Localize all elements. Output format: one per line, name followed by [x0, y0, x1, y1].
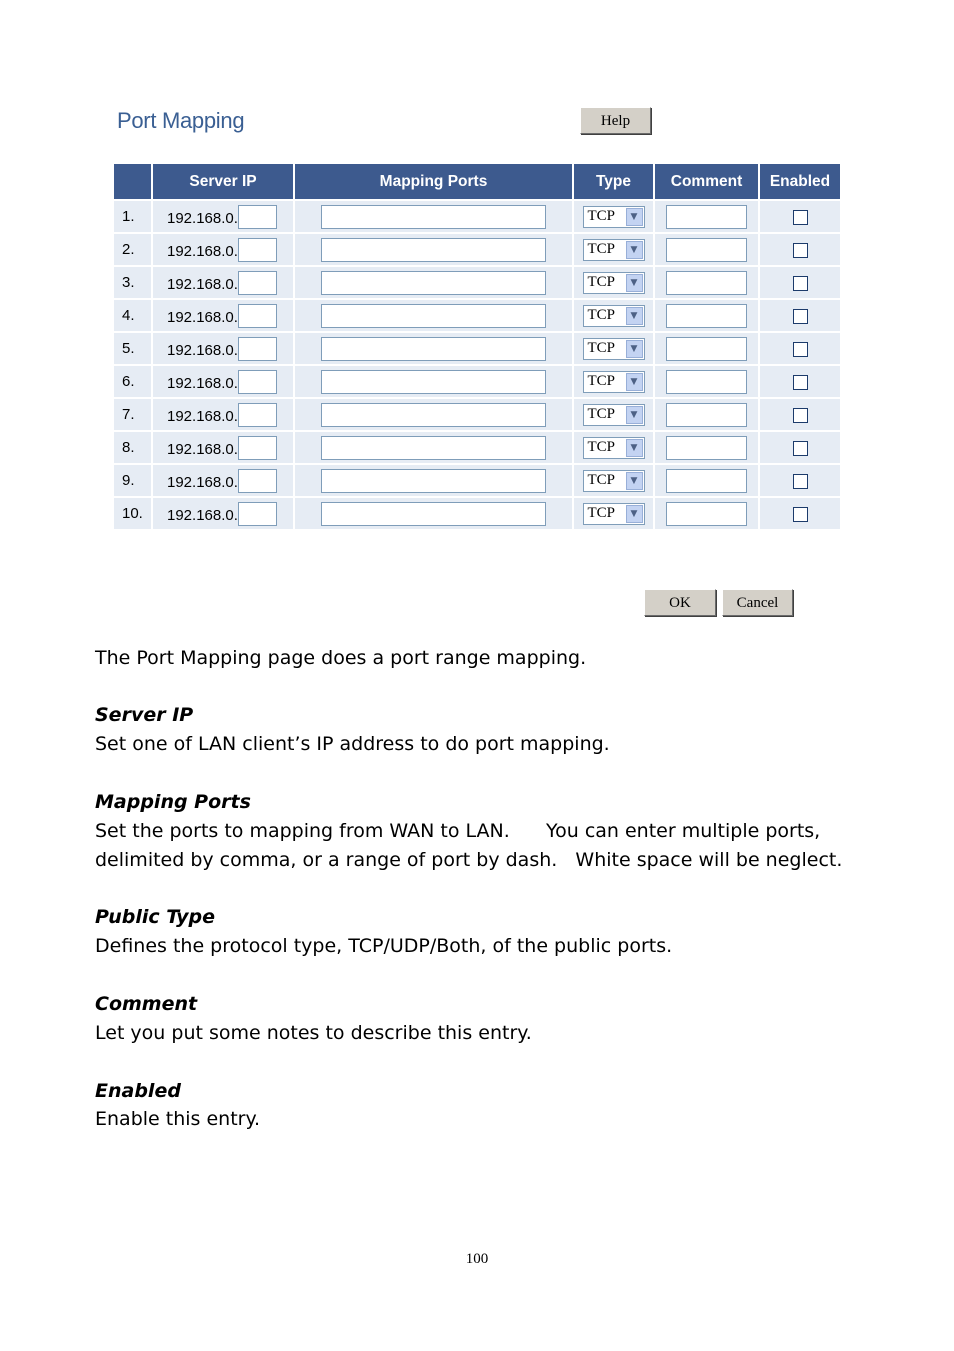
mapping-ports-input[interactable]: [321, 436, 546, 460]
row-number: 4.: [114, 298, 153, 331]
type-select-value: TCP: [587, 274, 616, 290]
ok-button[interactable]: OK: [644, 589, 716, 616]
mapping-ports-input[interactable]: [321, 403, 546, 427]
type-select-value: TCP: [587, 439, 616, 455]
comment-input[interactable]: [666, 502, 747, 526]
table-row: [114, 265, 840, 298]
mapping-ports-cell: [295, 463, 574, 496]
column-header-server-ip: Server IP: [153, 164, 295, 199]
column-header-mapping-ports: Mapping Ports: [295, 164, 574, 199]
ip-prefix: 192.168.0.: [167, 374, 238, 392]
comment-input[interactable]: [666, 436, 747, 460]
comment-input[interactable]: [666, 304, 747, 328]
row-number: 2.: [114, 232, 153, 265]
type-cell: [574, 364, 655, 397]
server-ip-input[interactable]: [238, 403, 277, 427]
row-number: 7.: [114, 397, 153, 430]
mapping-ports-cell: [295, 199, 574, 232]
type-select-value: TCP: [587, 307, 616, 323]
enabled-checkbox[interactable]: [793, 375, 808, 390]
comment-cell: [655, 298, 760, 331]
type-select[interactable]: [583, 239, 645, 261]
server-ip-cell: [153, 199, 295, 232]
enabled-checkbox[interactable]: [793, 474, 808, 489]
type-select[interactable]: [583, 470, 645, 492]
type-select[interactable]: [583, 206, 645, 228]
type-select[interactable]: [583, 371, 645, 393]
port-mapping-table: [114, 164, 840, 529]
server-ip-cell: [153, 232, 295, 265]
column-header-number: [114, 164, 153, 199]
comment-input[interactable]: [666, 205, 747, 229]
column-header-comment: Comment: [655, 164, 760, 199]
table-row: [114, 298, 840, 331]
mapping-ports-cell: [295, 496, 574, 529]
comment-cell: [655, 199, 760, 232]
mapping-ports-input[interactable]: [321, 502, 546, 526]
table-header: [114, 164, 840, 199]
table-row: [114, 430, 840, 463]
ip-prefix: 192.168.0.: [167, 209, 238, 227]
server-ip-cell: [153, 298, 295, 331]
enabled-cell: [760, 265, 840, 298]
enabled-cell: [760, 199, 840, 232]
enabled-checkbox[interactable]: [793, 276, 808, 291]
comment-input[interactable]: [666, 238, 747, 262]
ip-prefix: 192.168.0.: [167, 440, 238, 458]
mapping-ports-input[interactable]: [321, 469, 546, 493]
enabled-cell: [760, 397, 840, 430]
server-ip-input[interactable]: [238, 337, 277, 361]
ip-prefix: 192.168.0.: [167, 242, 238, 260]
ip-prefix: 192.168.0.: [167, 308, 238, 326]
enabled-cell: [760, 232, 840, 265]
type-select[interactable]: [583, 404, 645, 426]
type-select-value: TCP: [587, 505, 616, 521]
row-number: 9.: [114, 463, 153, 496]
table-row: [114, 397, 840, 430]
chevron-down-icon[interactable]: ▼: [626, 439, 643, 457]
type-cell: [574, 298, 655, 331]
chevron-down-icon[interactable]: ▼: [626, 340, 643, 358]
comment-input[interactable]: [666, 469, 747, 493]
table-row: [114, 232, 840, 265]
ip-prefix: 192.168.0.: [167, 473, 238, 491]
server-ip-input[interactable]: [238, 502, 277, 526]
enabled-checkbox[interactable]: [793, 441, 808, 456]
column-header-enabled: Enabled: [760, 164, 840, 199]
type-cell: [574, 397, 655, 430]
type-cell: [574, 463, 655, 496]
ip-prefix: 192.168.0.: [167, 341, 238, 359]
server-ip-cell: [153, 364, 295, 397]
server-ip-input[interactable]: [238, 304, 277, 328]
chevron-down-icon[interactable]: ▼: [626, 373, 643, 391]
table-row: [114, 331, 840, 364]
server-ip-input[interactable]: [238, 469, 277, 493]
heading-mapping-ports: Mapping Ports: [95, 791, 251, 813]
server-ip-input[interactable]: [238, 205, 277, 229]
type-select[interactable]: [583, 437, 645, 459]
comment-cell: [655, 331, 760, 364]
row-number: 6.: [114, 364, 153, 397]
comment-cell: [655, 430, 760, 463]
ip-prefix: 192.168.0.: [167, 506, 238, 524]
server-ip-cell: [153, 463, 295, 496]
type-cell: [574, 496, 655, 529]
type-cell: [574, 232, 655, 265]
server-ip-cell: [153, 397, 295, 430]
enabled-cell: [760, 298, 840, 331]
ip-prefix: 192.168.0.: [167, 407, 238, 425]
comment-input[interactable]: [666, 337, 747, 361]
row-number: 8.: [114, 430, 153, 463]
heading-comment: Comment: [95, 993, 198, 1015]
comment-input[interactable]: [666, 271, 747, 295]
type-select[interactable]: [583, 338, 645, 360]
type-select-value: TCP: [587, 406, 616, 422]
table-row: [114, 364, 840, 397]
body-comment: Let you put some notes to describe this entry.: [95, 1022, 532, 1044]
type-cell: [574, 430, 655, 463]
heading-enabled: Enabled: [95, 1080, 181, 1102]
server-ip-cell: [153, 430, 295, 463]
mapping-ports-input[interactable]: [321, 205, 546, 229]
body-server-ip: Set one of LAN client’s IP address to do port mapping.: [95, 733, 610, 755]
type-select-value: TCP: [587, 241, 616, 257]
type-select[interactable]: [583, 272, 645, 294]
mapping-ports-input[interactable]: [321, 370, 546, 394]
row-number: 3.: [114, 265, 153, 298]
server-ip-cell: [153, 331, 295, 364]
mapping-ports-cell: [295, 298, 574, 331]
comment-input[interactable]: [666, 403, 747, 427]
ip-prefix: 192.168.0.: [167, 275, 238, 293]
enabled-cell: [760, 496, 840, 529]
server-ip-input[interactable]: [238, 436, 277, 460]
mapping-ports-input[interactable]: [321, 304, 546, 328]
heading-public-type: Public Type: [95, 906, 215, 928]
chevron-down-icon[interactable]: ▼: [626, 208, 643, 226]
type-select-value: TCP: [587, 373, 616, 389]
comment-cell: [655, 265, 760, 298]
table-row: [114, 199, 840, 232]
table-row: [114, 496, 840, 529]
enabled-checkbox[interactable]: [793, 342, 808, 357]
chevron-down-icon[interactable]: ▼: [626, 505, 643, 523]
type-select[interactable]: [583, 305, 645, 327]
type-cell: [574, 199, 655, 232]
comment-cell: [655, 232, 760, 265]
column-header-type: Type: [574, 164, 655, 199]
mapping-ports-input[interactable]: [321, 271, 546, 295]
body-mapping-ports-line1: Set the ports to mapping from WAN to LAN. You can enter multiple ports,: [95, 820, 821, 842]
enabled-checkbox[interactable]: [793, 507, 808, 522]
comment-cell: [655, 364, 760, 397]
comment-cell: [655, 397, 760, 430]
chevron-down-icon[interactable]: ▼: [626, 241, 643, 259]
enabled-checkbox[interactable]: [793, 309, 808, 324]
enabled-cell: [760, 364, 840, 397]
server-ip-cell: [153, 496, 295, 529]
mapping-ports-input[interactable]: [321, 238, 546, 262]
mapping-ports-cell: [295, 232, 574, 265]
body-enabled: Enable this entry.: [95, 1108, 261, 1130]
mapping-ports-cell: [295, 265, 574, 298]
chevron-down-icon[interactable]: ▼: [626, 307, 643, 325]
row-number: 5.: [114, 331, 153, 364]
type-select-value: TCP: [587, 472, 616, 488]
type-cell: [574, 265, 655, 298]
table-row: [114, 463, 840, 496]
enabled-checkbox[interactable]: [793, 243, 808, 258]
enabled-cell: [760, 430, 840, 463]
page-title: Port Mapping: [117, 108, 245, 133]
server-ip-input[interactable]: [238, 238, 277, 262]
mapping-ports-cell: [295, 397, 574, 430]
comment-cell: [655, 496, 760, 529]
type-cell: [574, 331, 655, 364]
chevron-down-icon[interactable]: ▼: [626, 274, 643, 292]
enabled-cell: [760, 463, 840, 496]
mapping-ports-cell: [295, 331, 574, 364]
row-number: 1.: [114, 199, 153, 232]
server-ip-input[interactable]: [238, 370, 277, 394]
heading-server-ip: Server IP: [95, 704, 194, 726]
body-public-type: Defines the protocol type, TCP/UDP/Both, of the public ports.: [95, 935, 673, 957]
comment-cell: [655, 463, 760, 496]
page-number: 100: [465, 1251, 489, 1267]
body-mapping-ports-line2: delimited by comma, or a range of port by dash. White space will be neglect.: [95, 849, 843, 871]
intro-text: The Port Mapping page does a port range mapping.: [95, 647, 587, 669]
server-ip-input[interactable]: [238, 271, 277, 295]
type-select[interactable]: [583, 503, 645, 525]
chevron-down-icon[interactable]: ▼: [626, 472, 643, 490]
type-select-value: TCP: [587, 208, 616, 224]
enabled-checkbox[interactable]: [793, 408, 808, 423]
chevron-down-icon[interactable]: ▼: [626, 406, 643, 424]
row-number: 10.: [114, 496, 153, 529]
mapping-ports-cell: [295, 430, 574, 463]
enabled-cell: [760, 331, 840, 364]
type-select-value: TCP: [587, 340, 616, 356]
mapping-ports-input[interactable]: [321, 337, 546, 361]
comment-input[interactable]: [666, 370, 747, 394]
cancel-button[interactable]: Cancel: [722, 589, 793, 616]
help-button[interactable]: Help: [580, 107, 651, 134]
server-ip-cell: [153, 265, 295, 298]
enabled-checkbox[interactable]: [793, 210, 808, 225]
mapping-ports-cell: [295, 364, 574, 397]
